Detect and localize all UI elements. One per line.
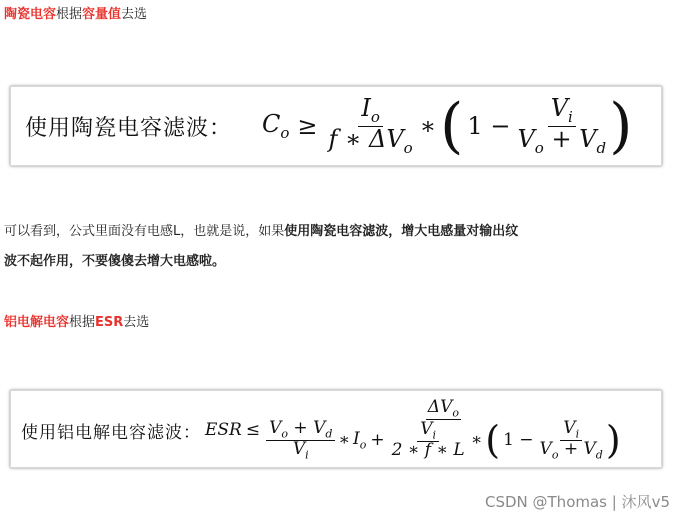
heading-ceramic-choose: 去选 <box>121 7 148 22</box>
heading-aluminum-term: 铝电解电容 <box>4 315 70 330</box>
heading-aluminum-by: 根据 <box>69 315 96 330</box>
heading-aluminum-choose: 去选 <box>123 315 150 330</box>
aluminum-formula-top: $\Delta V_o$ <box>427 397 459 420</box>
ceramic-formula-denominator: f ∗ $\Delta V_o$ <box>328 124 413 157</box>
aluminum-formula-duty-ratio: $\frac{V_i}{V_o + V_d}$ <box>539 418 603 462</box>
ceramic-formula-numerator: $I_o$ <box>358 96 383 127</box>
paragraph-line-2 <box>4 253 225 271</box>
ceramic-formula-times: ∗ <box>419 112 436 140</box>
ceramic-formula-inner-fraction <box>514 93 609 157</box>
ceramic-formula-open-paren: ( <box>440 91 464 161</box>
heading-ceramic-capacitance: 容量值 <box>82 7 122 22</box>
aluminum-formula-inductor-ratio: $\frac{V_i}{2 ∗ f ∗ L}$ <box>391 419 465 461</box>
ceramic-formula <box>25 91 633 161</box>
aluminum-formula-lhs: ESR <box>205 420 242 440</box>
ceramic-formula-lhs: $C_o$ <box>262 110 290 142</box>
aluminum-formula-relation: ≤ <box>245 420 261 440</box>
aluminum-formula-close-paren: ) <box>605 418 621 463</box>
aluminum-formula-times-2: ∗ <box>470 429 483 450</box>
heading-aluminum-capacitor <box>4 314 149 332</box>
paragraph-emphasis-2: 波不起作用，不要傻傻去增大电感啦。 <box>4 254 226 269</box>
ceramic-formula-one-minus: 1 − <box>467 112 511 140</box>
heading-ceramic-capacitor <box>4 6 147 24</box>
aluminum-formula-voltage-ratio: $\frac{V_o + V_d}{V_i}$ <box>266 420 335 461</box>
ceramic-formula-image <box>10 86 662 166</box>
heading-ceramic-term: 陶瓷电容 <box>4 7 57 22</box>
aluminum-formula-image <box>10 390 662 468</box>
aluminum-formula-io: $I_o$ <box>352 428 367 451</box>
aluminum-formula-times-1: ∗ <box>338 429 350 450</box>
ceramic-formula-inner-numerator: $V_i$ <box>548 96 576 127</box>
heading-aluminum-esr: ESR <box>95 315 124 330</box>
paragraph-emphasis-1: 使用陶瓷电容滤波，增大电感量对输出纹 <box>284 224 519 239</box>
csdn-watermark: CSDN @Thomas | 沐风v5 <box>484 493 670 511</box>
ceramic-formula-label: 使用陶瓷电容滤波： <box>25 115 233 141</box>
ceramic-formula-inner-denominator: $V_o + V_d$ <box>517 124 607 157</box>
aluminum-formula-main-fraction <box>264 399 623 461</box>
aluminum-formula-one-minus: 1 − <box>503 429 534 450</box>
heading-ceramic-by: 根据 <box>56 7 83 22</box>
paragraph-text-1: 可以看到，公式里面没有电感L，也就是说，如果 <box>4 224 285 239</box>
ceramic-formula-close-paren: ) <box>609 91 633 161</box>
ceramic-formula-main-fraction <box>326 93 416 157</box>
paragraph-line-1 <box>4 223 518 241</box>
aluminum-formula-open-paren: ( <box>485 418 501 463</box>
aluminum-formula-label: 使用铝电解电容滤波： <box>21 422 201 443</box>
ceramic-formula-relation: ≥ <box>297 112 318 140</box>
aluminum-formula <box>21 395 623 465</box>
aluminum-formula-bottom <box>264 420 623 461</box>
aluminum-formula-plus: + <box>370 429 385 450</box>
